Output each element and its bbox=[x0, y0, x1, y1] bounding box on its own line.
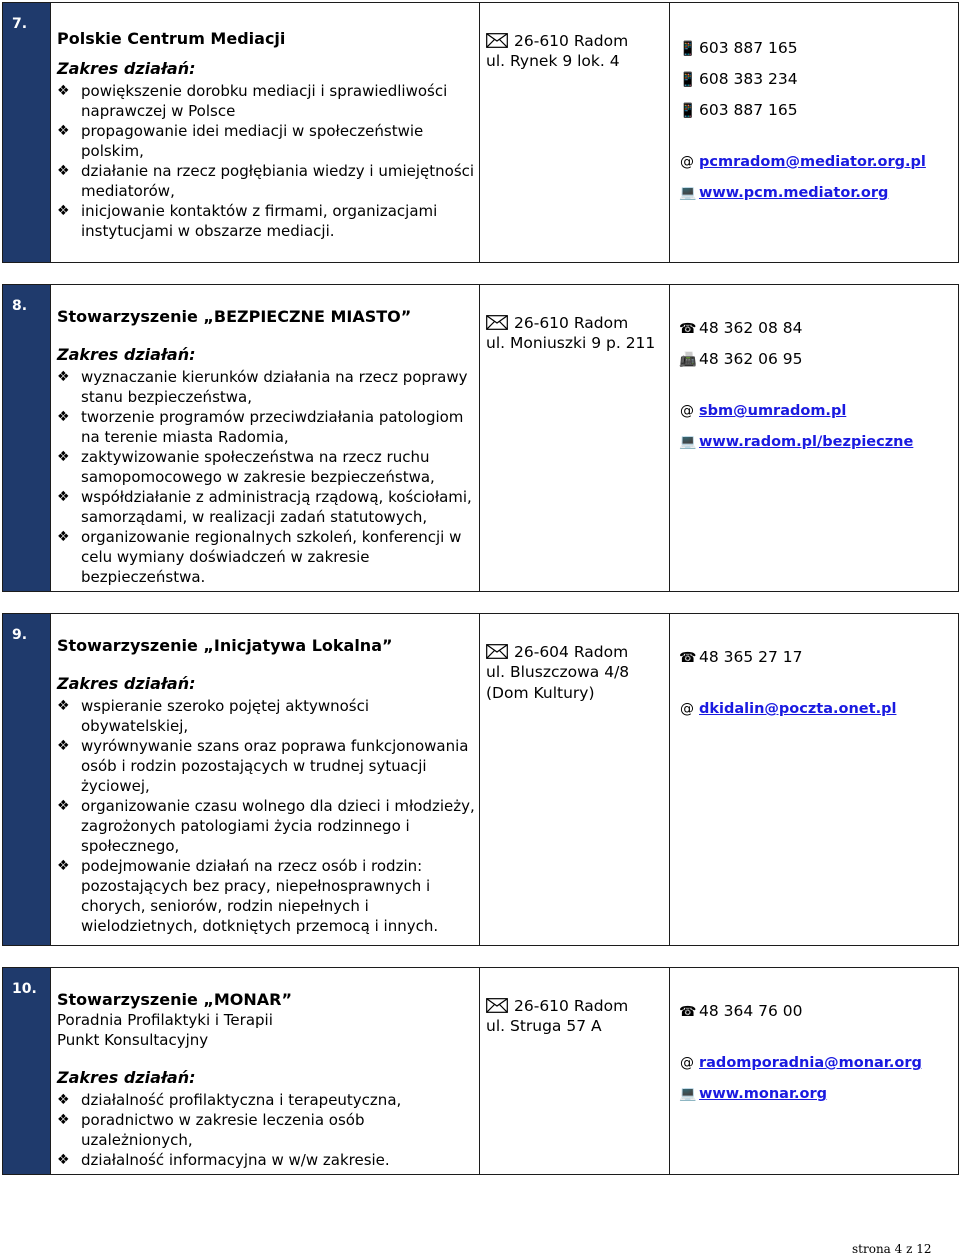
email-line bbox=[679, 146, 954, 177]
email-link[interactable]: sbm@umradom.pl bbox=[699, 403, 847, 419]
org-subtitle: Punkt Konsultacyjny bbox=[57, 1031, 209, 1049]
diamond-star-icon: ❖ bbox=[57, 449, 70, 465]
envelope-icon bbox=[486, 644, 508, 659]
envelope-icon bbox=[486, 998, 508, 1013]
diamond-star-icon: ❖ bbox=[57, 123, 70, 139]
zakres-label: Zakres działań: bbox=[57, 1068, 196, 1087]
entry-row-10 bbox=[3, 968, 959, 1175]
street-line: ul. Rynek 9 lok. 4 bbox=[486, 52, 620, 70]
list-item: ❖ współdziałanie z administracją rządową, kościołami, samorządami, w realizacji zadań statutowych, bbox=[57, 488, 472, 526]
street-line: ul. Bluszczowa 4/8 bbox=[486, 663, 630, 681]
web-line bbox=[679, 1078, 954, 1109]
org-name: Polskie Centrum Mediacji bbox=[57, 29, 286, 48]
street-line: ul. Struga 57 A bbox=[486, 1017, 602, 1035]
entry-org-cell bbox=[51, 614, 480, 946]
at-sign-icon: @ bbox=[680, 154, 694, 170]
web-line bbox=[679, 177, 954, 208]
postal-line: 26-610 Radom bbox=[486, 31, 665, 51]
entry-row-8 bbox=[3, 285, 959, 592]
telephone-icon: ☎ bbox=[679, 321, 697, 337]
organizations-table bbox=[2, 2, 959, 1175]
web-link[interactable]: www.pcm.mediator.org bbox=[699, 185, 889, 201]
diamond-star-icon: ❖ bbox=[57, 489, 70, 505]
entry-org-cell bbox=[51, 968, 480, 1175]
mobile-phone-icon: 📱 bbox=[679, 41, 697, 57]
zakres-label: Zakres działań: bbox=[57, 59, 196, 78]
phone-line: 📱 603 887 165 bbox=[679, 33, 954, 64]
at-sign-icon: @ bbox=[680, 403, 694, 419]
street-line-2: (Dom Kultury) bbox=[486, 684, 595, 702]
phone-line: ☎ 48 365 27 17 bbox=[679, 642, 954, 673]
list-item: ❖ wyrównywanie szans oraz poprawa funkcjonowania osób i rodzin pozostających w trudnej sytuacji życiowej, bbox=[57, 737, 469, 795]
fax-icon: 📠 bbox=[679, 352, 697, 368]
computer-icon: 💻 bbox=[679, 434, 697, 450]
entry-address-cell bbox=[480, 614, 670, 946]
diamond-star-icon: ❖ bbox=[57, 738, 70, 754]
postal-line: 26-604 Radom bbox=[486, 642, 665, 662]
entry-address-cell bbox=[480, 3, 670, 263]
entry-contact-cell bbox=[670, 614, 959, 946]
diamond-star-icon: ❖ bbox=[57, 163, 70, 179]
entry-contact-cell bbox=[670, 3, 959, 263]
entry-org-cell bbox=[51, 285, 480, 592]
org-name: Stowarzyszenie „BEZPIECZNE MIASTO” bbox=[57, 307, 412, 326]
fax-line: 📠 48 362 06 95 bbox=[679, 344, 954, 375]
list-item: ❖ wspieranie szeroko pojętej aktywności obywatelskiej, bbox=[57, 697, 370, 735]
diamond-star-icon: ❖ bbox=[57, 369, 70, 385]
org-name: Stowarzyszenie „MONAR” bbox=[57, 990, 293, 1009]
email-line bbox=[679, 395, 954, 426]
activity-list bbox=[57, 1090, 475, 1170]
list-item: ❖ poradnictwo w zakresie leczenia osób uzależnionych, bbox=[57, 1111, 365, 1149]
diamond-star-icon: ❖ bbox=[57, 1152, 70, 1168]
email-line bbox=[679, 1047, 954, 1078]
envelope-icon bbox=[486, 33, 508, 48]
web-link[interactable]: www.monar.org bbox=[699, 1086, 828, 1102]
entry-number: 8. bbox=[3, 285, 51, 592]
list-item: ❖ organizowanie regionalnych szkoleń, konferencji w celu wymiany doświadczeń w zakresie bezpieczeństwa. bbox=[57, 528, 462, 586]
email-link[interactable]: pcmradom@mediator.org.pl bbox=[699, 154, 926, 170]
phone-line: ☎ 48 362 08 84 bbox=[679, 313, 954, 344]
zakres-label: Zakres działań: bbox=[57, 345, 196, 364]
street-line: ul. Moniuszki 9 p. 211 bbox=[486, 334, 656, 352]
diamond-star-icon: ❖ bbox=[57, 1092, 70, 1108]
web-link[interactable]: www.radom.pl/bezpieczne bbox=[699, 434, 914, 450]
list-item: ❖ wyznaczanie kierunków działania na rzecz poprawy stanu bezpieczeństwa, bbox=[57, 368, 468, 406]
activity-list bbox=[57, 81, 475, 241]
entry-row-7 bbox=[3, 3, 959, 263]
diamond-star-icon: ❖ bbox=[57, 798, 70, 814]
diamond-star-icon: ❖ bbox=[57, 203, 70, 219]
org-name: Stowarzyszenie „Inicjatywa Lokalna” bbox=[57, 636, 393, 655]
list-item: ❖ tworzenie programów przeciwdziałania patologiom na terenie miasta Radomia, bbox=[57, 408, 464, 446]
entry-row-9 bbox=[3, 614, 959, 946]
list-item: ❖ działalność profilaktyczna i terapeutyczna, bbox=[57, 1091, 402, 1109]
mobile-phone-icon: 📱 bbox=[679, 103, 697, 119]
diamond-star-icon: ❖ bbox=[57, 698, 70, 714]
telephone-icon: ☎ bbox=[679, 1004, 697, 1020]
phone-line: 📱 603 887 165 bbox=[679, 95, 954, 126]
phone-line: ☎ 48 364 76 00 bbox=[679, 996, 954, 1027]
list-item: ❖ podejmowanie działań na rzecz osób i rodzin: pozostających bez pracy, niepełnosprawnych i chorych, seniorów, rodzin niepełnych i wielodzietnych, dotkniętych przemocą i innych. bbox=[57, 857, 439, 935]
list-item: ❖ inicjowanie kontaktów z firmami, organizacjami instytucjami w obszarze mediacji. bbox=[57, 202, 438, 240]
computer-icon: 💻 bbox=[679, 1086, 697, 1102]
diamond-star-icon: ❖ bbox=[57, 409, 70, 425]
entry-number: 7. bbox=[3, 3, 51, 263]
zakres-label: Zakres działań: bbox=[57, 674, 196, 693]
list-item: ❖ działalność informacyjna w w/w zakresie. bbox=[57, 1151, 390, 1169]
list-item: ❖ działanie na rzecz pogłębiania wiedzy i umiejętności mediatorów, bbox=[57, 162, 475, 200]
list-item: ❖ organizowanie czasu wolnego dla dzieci i młodzieży, zagrożonych patologiami życia rodzinnego i społecznego, bbox=[57, 797, 475, 855]
diamond-star-icon: ❖ bbox=[57, 1112, 70, 1128]
list-item: ❖ zaktywizowanie społeczeństwa na rzecz ruchu samopomocowego w zakresie bezpieczeństwa, bbox=[57, 448, 435, 486]
activity-list bbox=[57, 367, 475, 587]
telephone-icon: ☎ bbox=[679, 650, 697, 666]
entry-contact-cell bbox=[670, 968, 959, 1175]
at-sign-icon: @ bbox=[680, 1055, 694, 1071]
diamond-star-icon: ❖ bbox=[57, 529, 70, 545]
diamond-star-icon: ❖ bbox=[57, 858, 70, 874]
email-link[interactable]: radomporadnia@monar.org bbox=[699, 1055, 922, 1071]
entry-number: 9. bbox=[3, 614, 51, 946]
web-line bbox=[679, 426, 954, 457]
list-item: ❖ propagowanie idei mediacji w społeczeństwie polskim, bbox=[57, 122, 424, 160]
org-subtitle: Poradnia Profilaktyki i Terapii bbox=[57, 1011, 273, 1029]
computer-icon: 💻 bbox=[679, 185, 697, 201]
activity-list bbox=[57, 696, 475, 936]
entry-address-cell bbox=[480, 968, 670, 1175]
envelope-icon bbox=[486, 315, 508, 330]
at-sign-icon: @ bbox=[680, 701, 694, 717]
page-footer: strona 4 z 12 bbox=[852, 1242, 932, 1256]
postal-line: 26-610 Radom bbox=[486, 996, 665, 1016]
email-link[interactable]: dkidalin@poczta.onet.pl bbox=[699, 701, 897, 717]
diamond-star-icon: ❖ bbox=[57, 83, 70, 99]
postal-line: 26-610 Radom bbox=[486, 313, 665, 333]
phone-line: 📱 608 383 234 bbox=[679, 64, 954, 95]
list-item: ❖ powiększenie dorobku mediacji i sprawiedliwości naprawczej w Polsce bbox=[57, 82, 448, 120]
entry-contact-cell bbox=[670, 285, 959, 592]
email-line bbox=[679, 693, 954, 724]
entry-org-cell bbox=[51, 3, 480, 263]
entry-address-cell bbox=[480, 285, 670, 592]
mobile-phone-icon: 📱 bbox=[679, 72, 697, 88]
entry-number: 10. bbox=[3, 968, 51, 1175]
